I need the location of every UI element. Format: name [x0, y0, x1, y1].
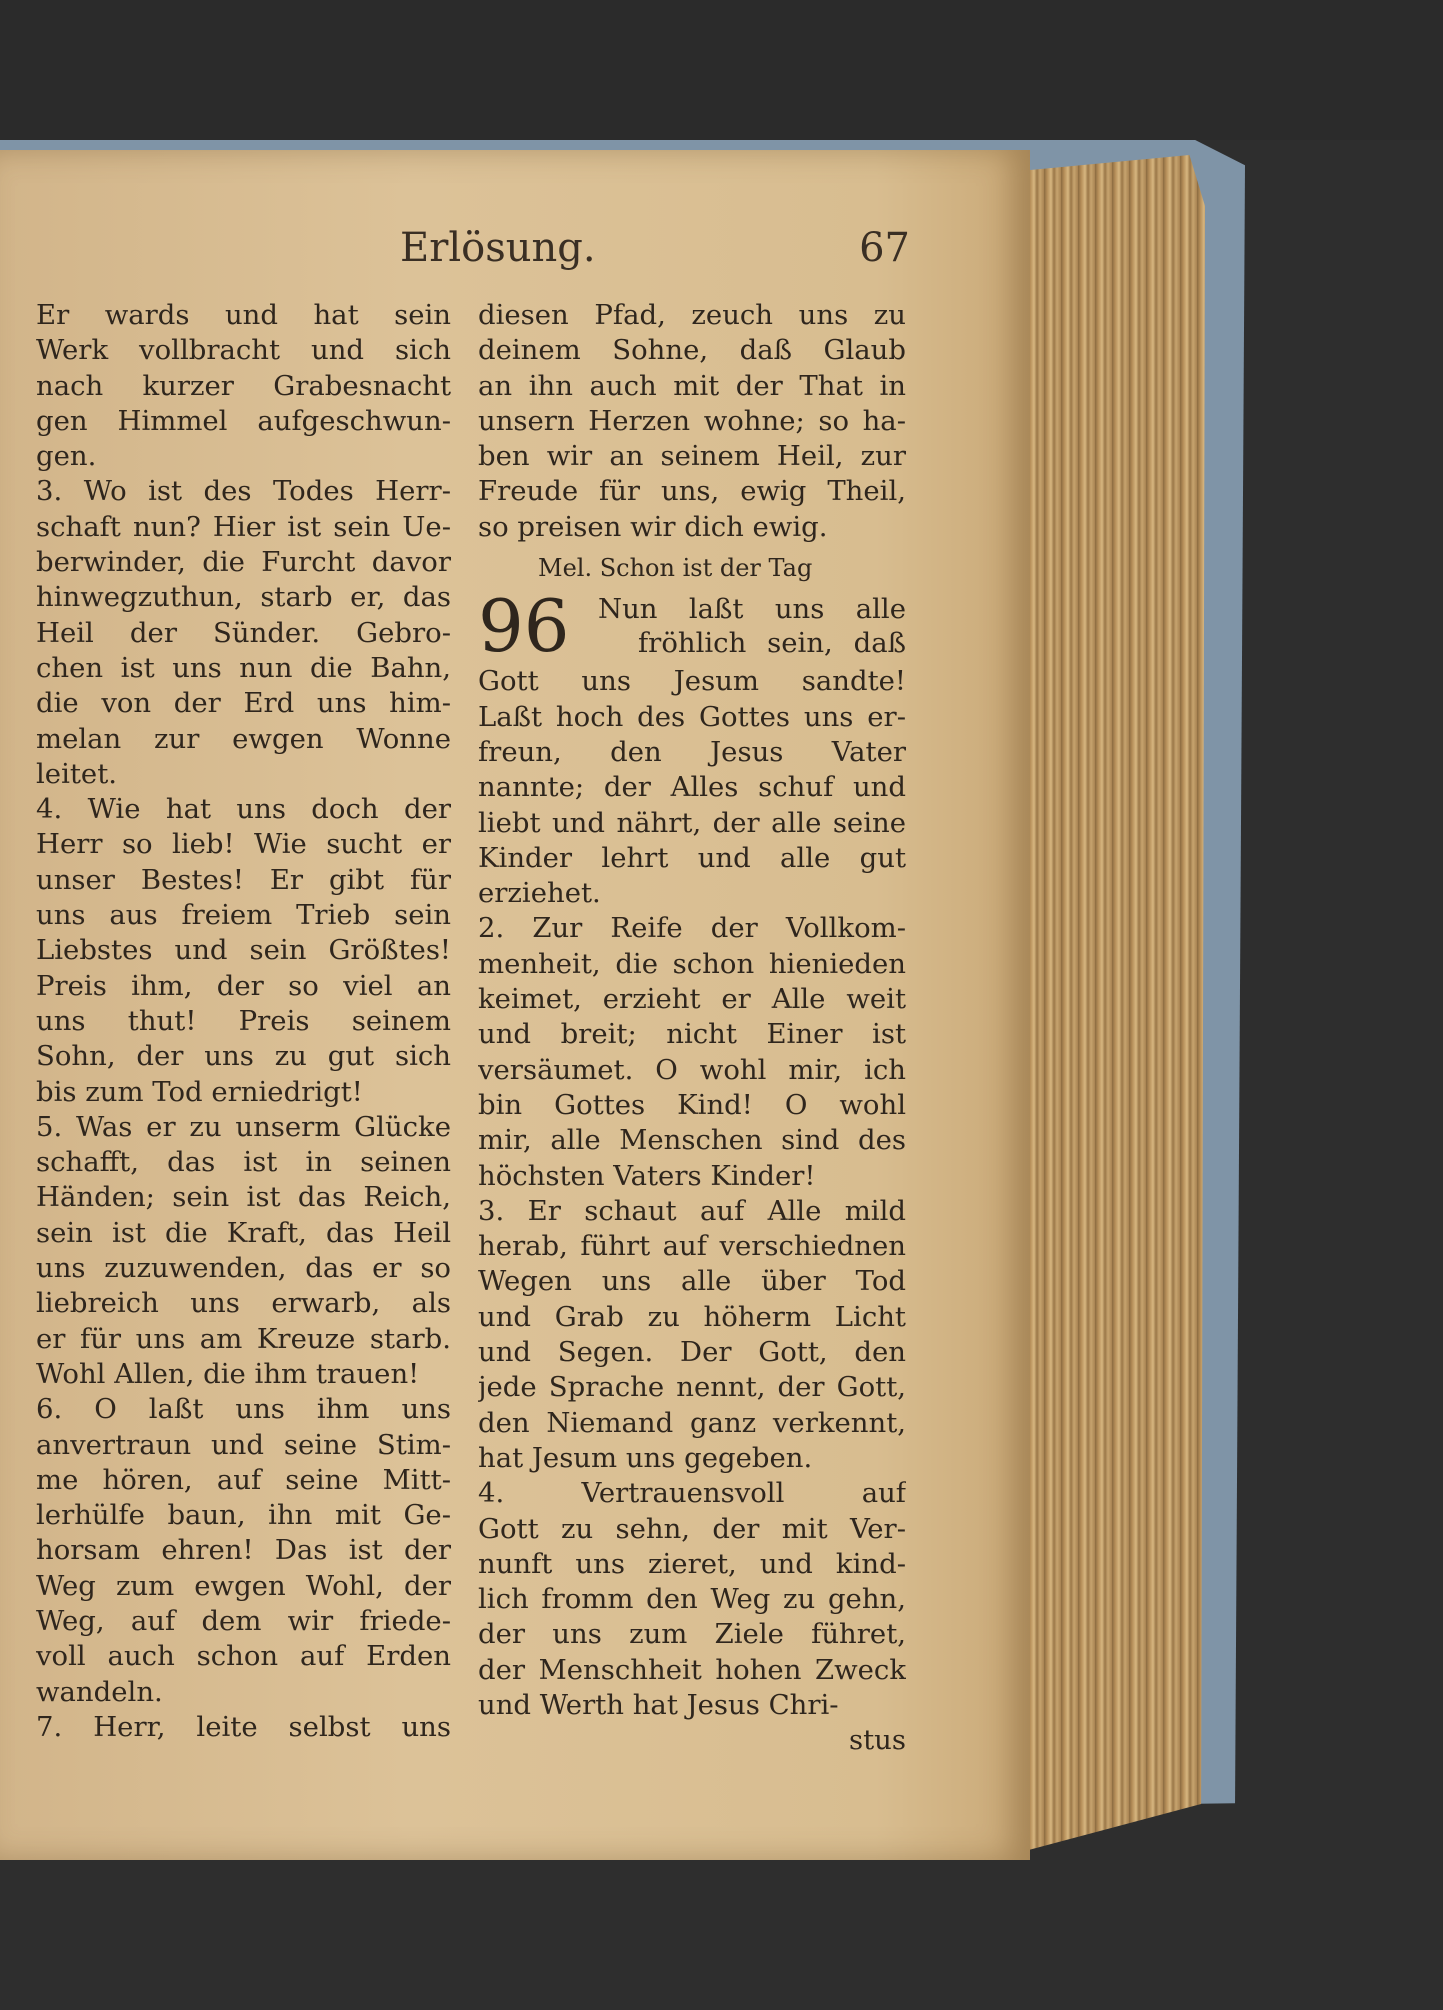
text-line: liebreich uns erwarb, als: [36, 1287, 451, 1320]
text-line: der Menschheit hohen Zweck: [478, 1653, 906, 1686]
text-line: mir, alle Menschen sind des: [478, 1124, 906, 1157]
text-line: me hören, auf seine Mitt-: [36, 1463, 451, 1496]
text-line: bis zum Tod erniedrigt!: [36, 1075, 363, 1108]
text-line: Herr so lieb! Wie sucht er: [36, 828, 451, 861]
text-line: 2. Zur Reife der Vollkom-: [478, 912, 906, 945]
text-line: lerhülfe baun, ihn mit Ge-: [36, 1499, 451, 1532]
text-line: freun, den Jesus Vater: [478, 735, 906, 768]
text-line: 4. Vertrauensvoll auf: [478, 1477, 906, 1510]
text-line: 4. Wie hat uns doch der: [36, 793, 451, 826]
text-line: die von der Erd uns him-: [36, 687, 451, 720]
right-column-rest: [478, 664, 906, 1723]
text-line: melan zur ewgen Wonne: [36, 722, 451, 755]
text-line: unsern Herzen wohne; so ha-: [478, 404, 906, 437]
text-line: und Werth hat Jesus Chri-: [478, 1688, 839, 1721]
text-line: Kinder lehrt und alle gut: [478, 841, 906, 874]
text-line: hat Jesum uns gegeben.: [478, 1441, 813, 1474]
text-line: nannte; der Alles schuf und: [478, 771, 906, 804]
hymn-number: 96: [478, 584, 570, 669]
text-line: berwinder, die Furcht davor: [36, 546, 451, 579]
text-line: voll auch schon auf Erden: [36, 1640, 451, 1673]
text-line: schafft, das ist in seinen: [36, 1146, 451, 1179]
text-line: leitet.: [36, 757, 117, 790]
text-line: Freude für uns, ewig Theil,: [478, 475, 906, 508]
running-head: [400, 225, 910, 285]
text-line: Händen; sein ist das Reich,: [36, 1181, 451, 1214]
text-line: Werk vollbracht und sich: [36, 334, 451, 367]
text-line: ben wir an seinem Heil, zur: [478, 440, 906, 473]
text-line: Er wards und hat sein: [36, 299, 451, 331]
text-line: horsam ehren! Das ist der: [36, 1534, 451, 1567]
text-line: er für uns am Kreuze starb.: [36, 1322, 451, 1355]
text-line: diesen Pfad, zeuch uns zu: [478, 299, 906, 331]
text-line: Liebstes und sein Größtes!: [36, 934, 451, 967]
text-line: 7. Herr, leite selbst uns: [36, 1710, 451, 1743]
text-line: hinwegzuthun, starb er, das: [36, 581, 451, 614]
text-line: und breit; nicht Einer ist: [478, 1018, 906, 1051]
hymn-first-line: Nun laßt uns alle: [598, 593, 906, 626]
text-line: herab, führt auf verschiednen: [478, 1230, 906, 1263]
text-line: der uns zum Ziele führet,: [478, 1618, 906, 1651]
text-line: keimet, erzieht er Alle weit: [478, 983, 906, 1016]
right-column: [478, 298, 906, 1759]
text-line: uns aus freiem Trieb sein: [36, 899, 451, 932]
text-line: so preisen wir dich ewig.: [478, 510, 828, 543]
text-line: bin Gottes Kind! O wohl: [478, 1088, 906, 1121]
text-line: liebt und nährt, der alle seine: [478, 806, 906, 839]
text-line: uns zuzuwenden, das er so: [36, 1252, 451, 1285]
text-line: Gott uns Jesum sandte!: [478, 665, 906, 698]
hymn-second-line: fröhlich sein, daß: [638, 627, 906, 660]
text-line: chen ist uns nun die Bahn,: [36, 651, 451, 684]
text-line: 3. Er schaut auf Alle mild: [478, 1194, 906, 1227]
right-column-top: [478, 298, 906, 545]
text-line: höchsten Vaters Kinder!: [478, 1159, 816, 1192]
page-title: Erlösung.: [400, 225, 596, 271]
text-line: unser Bestes! Er gibt für: [36, 863, 451, 896]
left-column: [36, 298, 451, 1745]
text-line: Weg zum ewgen Wohl, der: [36, 1569, 451, 1602]
text-line: jede Sprache nennt, der Gott,: [478, 1371, 906, 1404]
text-line: erziehet.: [478, 877, 601, 910]
text-line: lich fromm den Weg zu gehn,: [478, 1583, 906, 1616]
text-line: versäumet. O wohl mir, ich: [478, 1053, 906, 1086]
text-line: Gott zu sehn, der mit Ver-: [478, 1512, 906, 1545]
text-line: sein ist die Kraft, das Heil: [36, 1216, 451, 1249]
text-line: Heil der Sünder. Gebro-: [36, 616, 451, 649]
text-line: Weg, auf dem wir friede-: [36, 1604, 451, 1637]
text-line: 6. O laßt uns ihm uns: [36, 1393, 451, 1426]
text-line: uns thut! Preis seinem: [36, 1004, 451, 1037]
page-number: 67: [859, 225, 910, 271]
text-line: den Niemand ganz verkennt,: [478, 1406, 906, 1439]
text-line: gen.: [36, 440, 97, 473]
background-top: [0, 0, 1443, 140]
text-line: Wegen uns alle über Tod: [478, 1265, 906, 1298]
text-line: und Grab zu höherm Licht: [478, 1300, 906, 1333]
melody-line: Mel. Schon ist der Tag: [538, 554, 813, 583]
text-line: menheit, die schon hienieden: [478, 947, 906, 980]
text-line: anvertraun und seine Stim-: [36, 1428, 451, 1461]
text-line: nach kurzer Grabesnacht: [36, 369, 451, 402]
text-line: wandeln.: [36, 1675, 163, 1708]
text-line: nunft uns zieret, und kind-: [478, 1547, 906, 1580]
text-line: 5. Was er zu unserm Glücke: [36, 1110, 451, 1143]
text-line: Wohl Allen, die ihm trauen!: [36, 1357, 420, 1390]
text-line: deinem Sohne, daß Glaub: [478, 334, 906, 367]
page-edges: [1010, 155, 1205, 1855]
text-line: Sohn, der uns zu gut sich: [36, 1040, 451, 1073]
hymn-opening: [478, 584, 906, 669]
catchword: stus: [849, 1724, 906, 1757]
text-line: Preis ihm, der so viel an: [36, 969, 451, 1002]
text-line: Laßt hoch des Gottes uns er-: [478, 700, 906, 733]
text-line: und Segen. Der Gott, den: [478, 1336, 906, 1369]
text-line: an ihn auch mit der That in: [478, 369, 906, 402]
text-line: gen Himmel aufgeschwun-: [36, 404, 451, 437]
text-line: schaft nun? Hier ist sein Ue-: [36, 510, 451, 543]
text-line: 3. Wo ist des Todes Herr-: [36, 475, 451, 508]
